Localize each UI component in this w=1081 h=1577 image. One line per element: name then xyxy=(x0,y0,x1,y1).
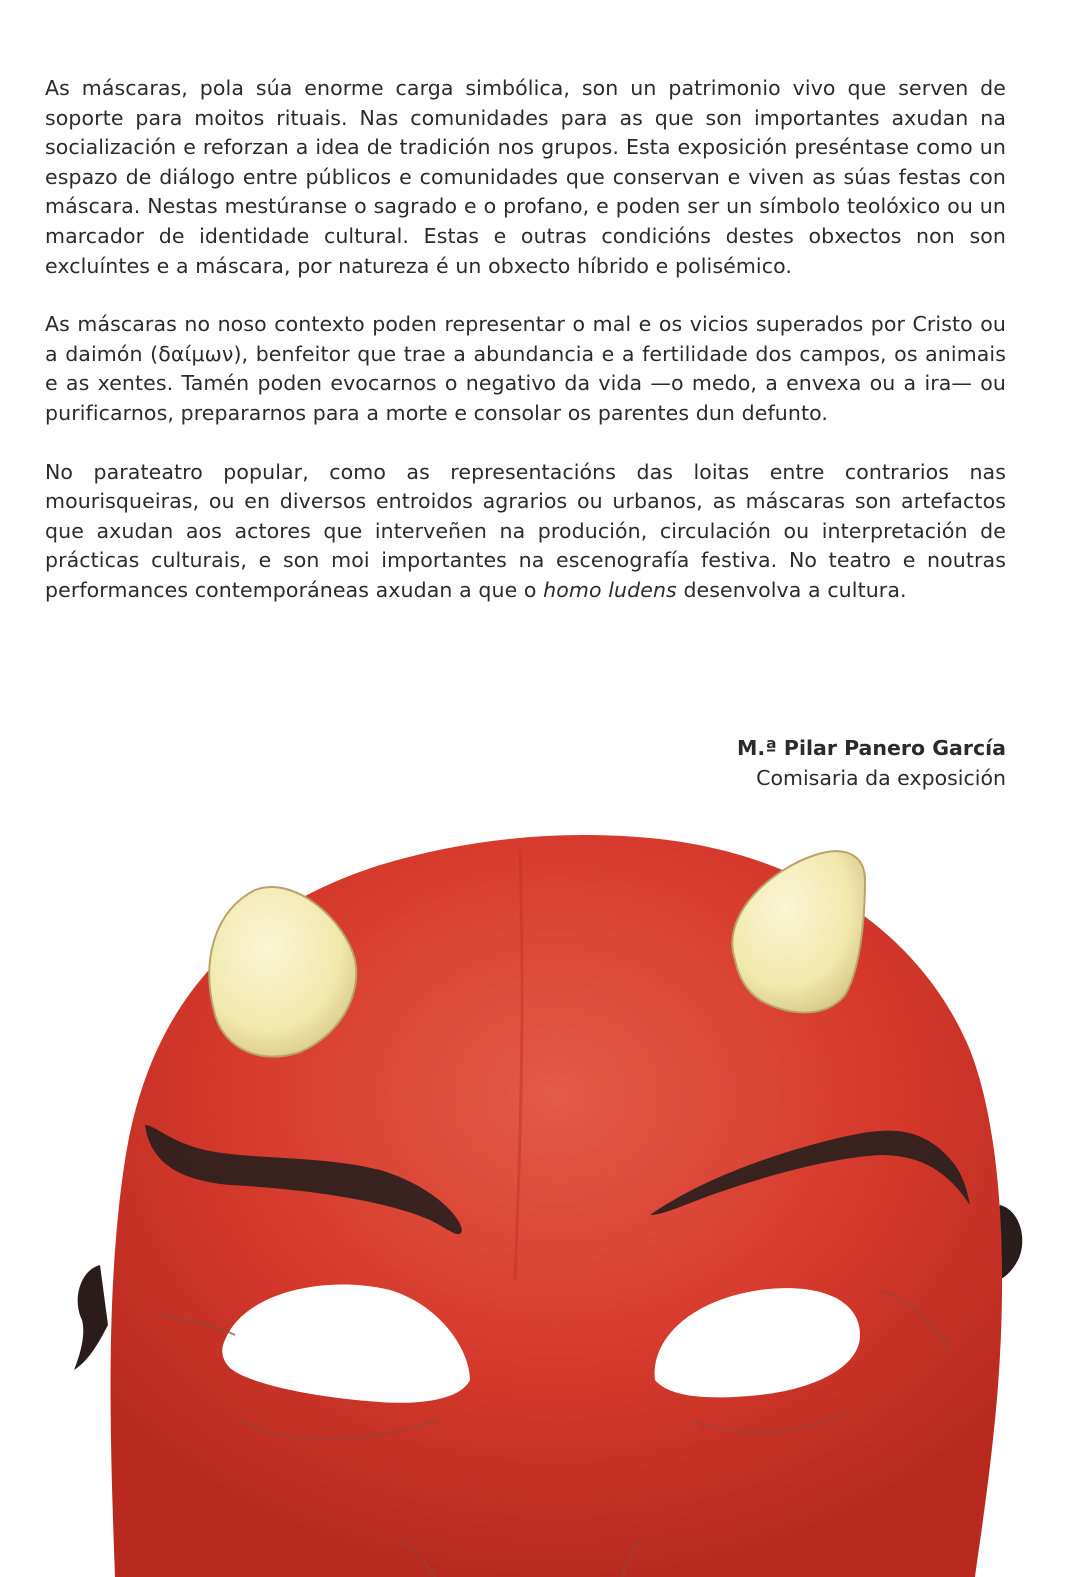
paragraph-3-text: No parateatro popular, como as representacións das loitas entre contrarios nas mourisqueiras, ou en diversos entroidos agrarios ou urbanos, as máscaras son artefactos que axudan aos actores que interveñen na produción, circulación ou interpretación de prácticas culturais, e son moi importantes na escenografía festiva. No teatro e noutras performances contemporáneas axudan a que o xyxy=(45,459,1006,602)
signature-name: M.ª Pilar Panero García xyxy=(737,736,1006,760)
left-ear-tab xyxy=(74,1265,108,1370)
paragraph-3-text-end: desenvolva a cultura. xyxy=(676,577,907,602)
signature xyxy=(737,733,1006,793)
paragraph-1 xyxy=(45,74,1006,281)
signature-role: Comisaria da exposición xyxy=(756,766,1006,790)
paragraph-1-text: As máscaras, pola súa enorme carga simbólica, son un patrimonio vivo que serven de soporte para moitos rituais. Nas comunidades para as que son importantes axudan na socialización e reforzan a idea de tradición nos grupos. Esta exposición preséntase como un espazo de diálogo entre públicos e comunidades que conservan e viven as súas festas con máscara. Nestas mestúranse o sagrado e o profano, e poden ser un símbolo teolóxico ou un marcador de identidade cultural. Estas e outras condicións destes obxectos non son excluíntes e a máscara, por natureza é un obxecto híbrido e polisémico. xyxy=(45,76,1006,278)
devil-mask-photo xyxy=(0,820,1081,1577)
body-text xyxy=(45,74,1006,635)
paragraph-3-italic: homo ludens xyxy=(543,577,677,602)
paragraph-3 xyxy=(45,458,1006,606)
paragraph-2 xyxy=(45,310,1006,428)
paragraph-2-text: As máscaras no noso contexto poden representar o mal e os vicios superados por Cristo ou a daimón (δαίμων), benfeitor que trae a abundancia e a fertilidade dos campos, os animais e as xentes. Tamén poden evocarnos o negativo da vida —o medo, a envexa ou a ira— ou purificarnos, prepararnos para a morte e consolar os parentes dun defunto. xyxy=(45,312,1006,425)
